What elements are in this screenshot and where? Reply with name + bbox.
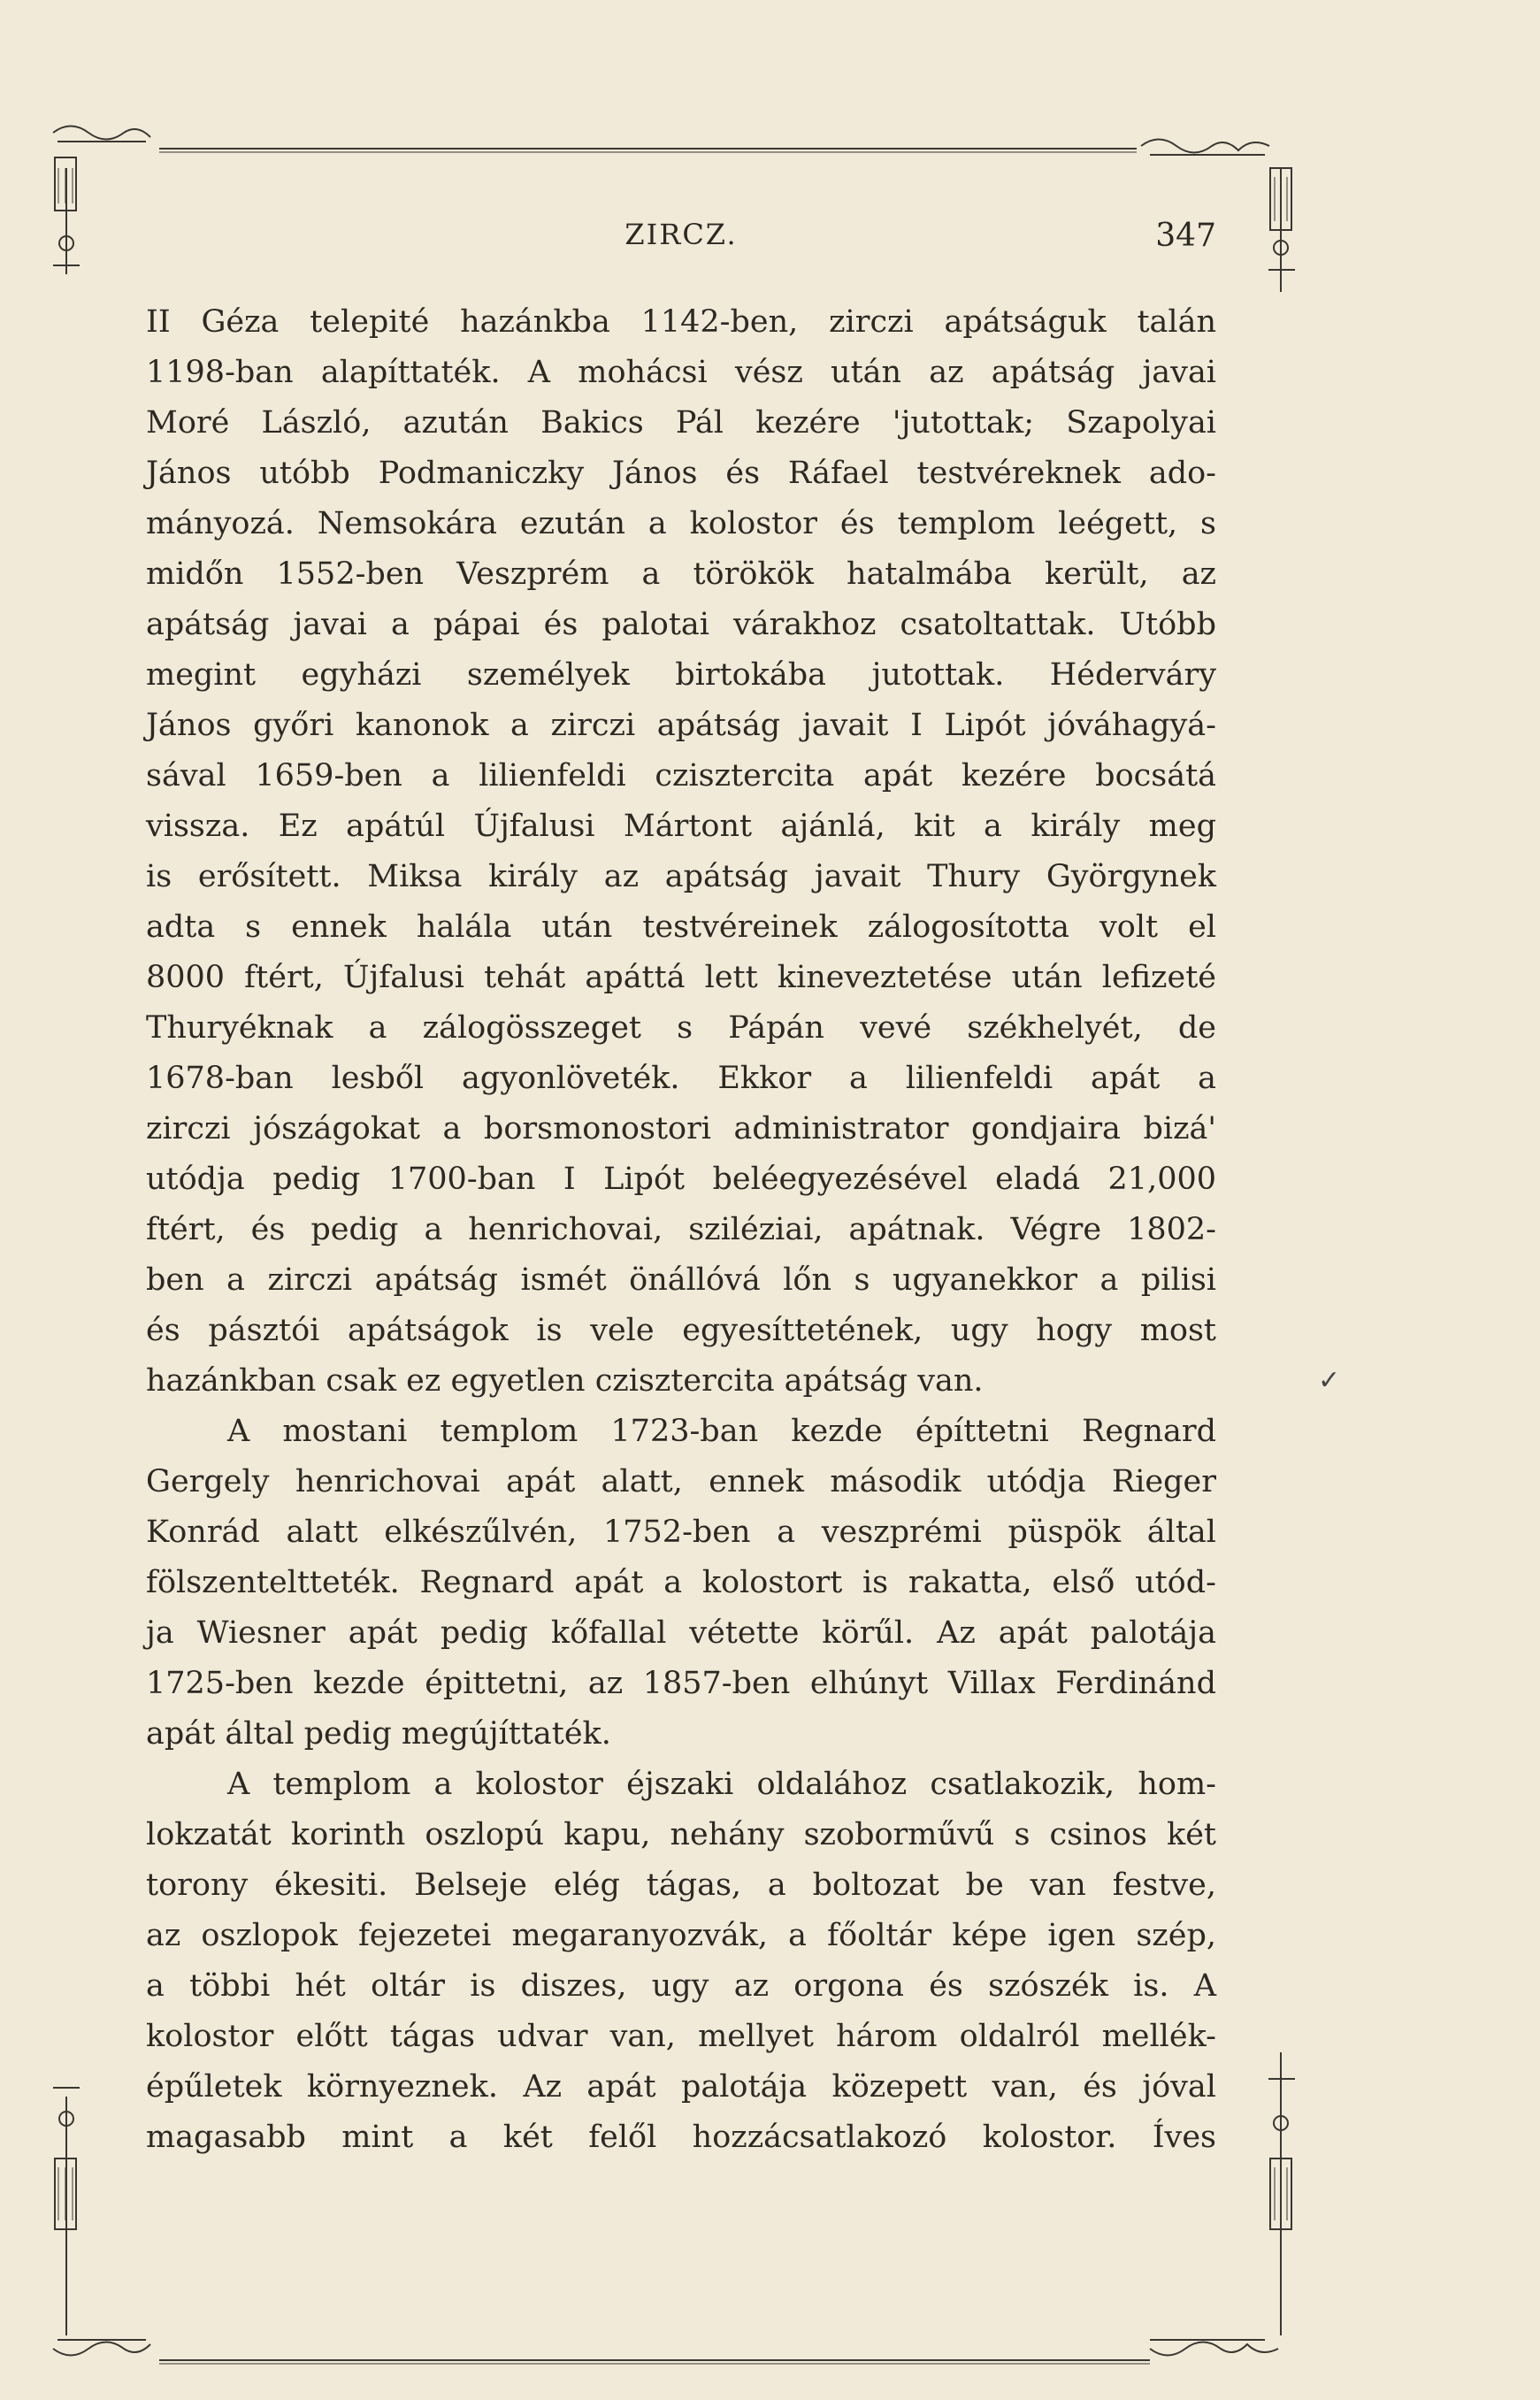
text-line: 1678-ban lesből agyonlöveték. Ekkor a lilienfeldi apát a (146, 1061, 1216, 1096)
text-line: ben a zirczi apátság ismét önállóvá lőn s ugyanekkor a pilisi (146, 1262, 1216, 1298)
text-line: torony ékesiti. Belseje elég tágas, a boltozat be van festve, (146, 1867, 1216, 1903)
text-line: utódja pedig 1700-ban I Lipót beléegyezésével eladá 21,000 (146, 1162, 1216, 1197)
text-line: sával 1659-ben a lilienfeldi czisztercita apát kezére bocsátá (146, 758, 1216, 794)
text-line: magasabb mint a két felől hozzácsatlakozó kolostor. Íves (146, 2120, 1216, 2155)
text-line: A mostani templom 1723-ban kezde építtetni Regnard (227, 1414, 1216, 1449)
text-line: ja Wiesner apát pedig kőfallal vétette körűl. Az apát palotája (146, 1615, 1216, 1651)
text-line: Thuryéknak a zálogösszeget s Pápán vevé székhelyét, de (146, 1010, 1216, 1046)
text-line: 1725-ben kezde épittetni, az 1857-ben elhúnyt Villax Ferdinánd (146, 1666, 1216, 1701)
text-line: vissza. Ez apátúl Újfalusi Mártont ajánlá, kit a király meg (146, 809, 1216, 844)
text-line: mányozá. Nemsokára ezután a kolostor és templom leégett, s (146, 506, 1216, 541)
text-line: kolostor előtt tágas udvar van, mellyet három oldalról mellék- (146, 2019, 1216, 2054)
margin-mark: ✓ (1318, 1365, 1341, 1396)
text-line: lokzatát korinth oszlopú kapu, nehány szoborművű s csinos két (146, 1817, 1216, 1852)
text-line: apát által pedig megújíttaték. (146, 1716, 611, 1752)
text-line: Gergely henrichovai apát alatt, ennek második utódja Rieger (146, 1464, 1216, 1499)
text-line: zirczi jószágokat a borsmonostori administrator gondjaira bizá' (146, 1111, 1216, 1146)
text-line: 8000 ftért, Újfalusi tehát apáttá lett kineveztetése után lefizeté (146, 960, 1216, 995)
text-line: János győri kanonok a zirczi apátság javait I Lipót jóváhagyá- (146, 708, 1216, 743)
text-line: A templom a kolostor éjszaki oldalához csatlakozik, hom- (227, 1767, 1216, 1802)
text-line: a többi hét oltár is diszes, ugy az orgona és szószék is. A (146, 1968, 1216, 2004)
running-title: ZIRCZ. (624, 218, 738, 251)
text-line: és pásztói apátságok is vele egyesíttetének, ugy hogy most (146, 1313, 1216, 1348)
text-line: Moré László, azután Bakics Pál kezére 'jutottak; Szapolyai (146, 405, 1216, 441)
text-line: II Géza telepité hazánkba 1142-ben, zirczi apátságuk talán (146, 304, 1216, 340)
text-line: az oszlopok fejezetei megaranyozvák, a főoltár képe igen szép, (146, 1918, 1216, 1953)
body-text (146, 297, 1216, 2163)
text-line: hazánkban csak ez egyetlen czisztercita apátság van. (146, 1363, 984, 1399)
page-header (146, 218, 1216, 262)
text-line: is erősített. Miksa király az apátság javait Thury Györgynek (146, 859, 1216, 894)
page-number: 347 (1155, 218, 1216, 254)
text-line: ftért, és pedig a henrichovai, sziléziai, apátnak. Végre 1802- (146, 1212, 1216, 1247)
text-line: Konrád alatt elkészűlvén, 1752-ben a veszprémi püspök által (146, 1514, 1216, 1550)
text-line: épűletek környeznek. Az apát palotája közepett van, és jóval (146, 2069, 1216, 2105)
text-line: János utóbb Podmaniczky János és Ráfael testvéreknek ado- (146, 456, 1216, 491)
text-line: fölszenteltteték. Regnard apát a kolostort is rakatta, első utód- (146, 1565, 1216, 1600)
text-line: 1198-ban alapíttaték. A mohácsi vész után az apátság javai (146, 355, 1216, 390)
text-line: midőn 1552-ben Veszprém a törökök hatalmába került, az (146, 556, 1216, 592)
text-line: megint egyházi személyek birtokába jutottak. Héderváry (146, 657, 1216, 693)
text-line: adta s ennek halála után testvéreinek zálogosította volt el (146, 909, 1216, 945)
text-line: apátság javai a pápai és palotai várakhoz csatoltattak. Utóbb (146, 607, 1216, 642)
